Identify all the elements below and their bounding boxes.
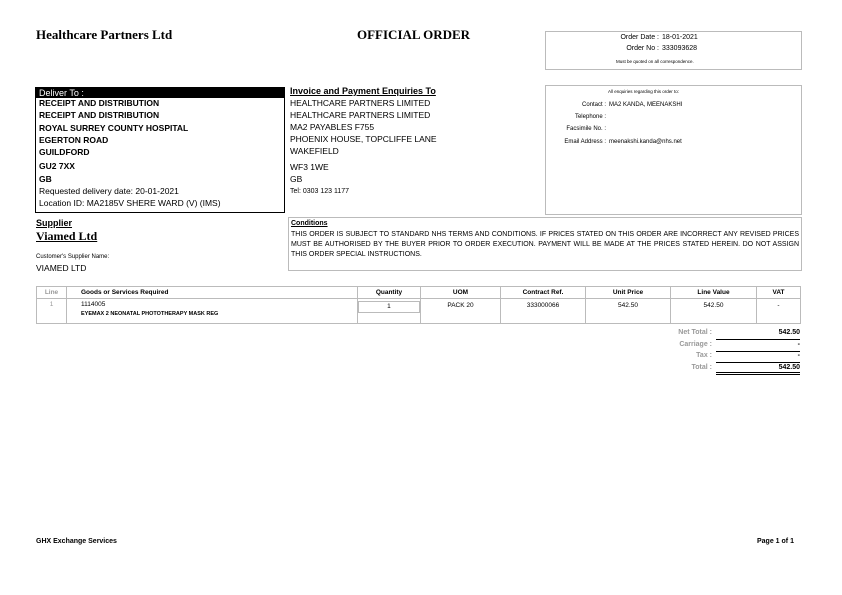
order-no-value: 333093628 [662, 45, 698, 52]
table-row [37, 299, 801, 324]
supplier-heading: Supplier [36, 218, 73, 228]
email-label: Email Address : [564, 139, 606, 145]
deliver-line: RECEIPT AND DISTRIBUTION [39, 110, 160, 120]
carriage-label: Carriage : [679, 341, 712, 348]
conditions-box [288, 217, 802, 271]
net-total-label: Net Total : [678, 329, 712, 336]
invoice-heading: Invoice and Payment Enquiries To [290, 86, 436, 96]
deliver-line: RECEIPT AND DISTRIBUTION [39, 98, 160, 108]
order-info-box [545, 31, 802, 70]
contact-label: Contact : [581, 102, 606, 108]
location-id: Location ID: MA2185V SHERE WARD (V) (IMS) [39, 198, 221, 208]
cell-unit-price: 542.50 [586, 299, 671, 324]
enquiry-note: All enquiries regarding this order to: [608, 89, 680, 94]
facsimile-label: Facsimile No. : [566, 126, 606, 132]
item-code: 1114005 [81, 301, 106, 308]
deliver-to-heading: Deliver To : [36, 88, 284, 98]
invoice-line: MA2 PAYABLES F755 [290, 122, 375, 132]
invoice-line: HEALTHCARE PARTNERS LIMITED [290, 98, 431, 108]
deliver-line: GU2 7XX [39, 161, 75, 171]
customer-supplier-label: Customer's Supplier Name: [36, 254, 110, 260]
contact-value: MA2 KANDA, MEENAKSHI [609, 102, 683, 108]
invoice-line: WAKEFIELD [290, 146, 339, 156]
customer-supplier-value: VIAMED LTD [36, 263, 87, 273]
column-header: Unit Price [586, 287, 671, 299]
table-header-row [37, 287, 801, 299]
column-header: Quantity [358, 287, 421, 299]
column-header: UOM [421, 287, 501, 299]
telephone-label: Telephone : [574, 114, 606, 120]
invoice-line: GB [290, 174, 303, 184]
cell-line: 1 [37, 299, 67, 324]
invoice-line: HEALTHCARE PARTNERS LIMITED [290, 110, 431, 120]
invoice-line: WF3 1WE [290, 162, 329, 172]
deliver-line: ROYAL SURREY COUNTY HOSPITAL [39, 123, 189, 133]
footer-service-name: GHX Exchange Services [36, 538, 117, 545]
total-value: 542.50 [778, 364, 800, 371]
total-divider [716, 362, 800, 363]
column-header: Line [37, 287, 67, 299]
cell-contract-ref: 333000066 [501, 299, 586, 324]
order-date-value: 18-01-2021 [662, 34, 698, 41]
document-title: OFFICIAL ORDER [357, 27, 471, 42]
requested-delivery-date: Requested delivery date: 20-01-2021 [39, 186, 179, 196]
email-value: meenakshi.kanda@nhs.net [609, 139, 682, 145]
cell-vat: - [757, 299, 801, 324]
net-total-value: 542.50 [778, 329, 800, 336]
deliver-line: GB [39, 174, 52, 184]
invoice-tel: Tel: 0303 123 1177 [290, 188, 350, 195]
conditions-text: THIS ORDER IS SUBJECT TO STANDARD NHS TERMS AND CONDITIONS. IF PRICES STATED ON THIS ORDER ARE INCORRECT ANY REVISED PRICES MUST BE AUTHORISED BY THE BUYER PRIOR TO ORDER EXECUTION. PAYMENT WILL BE MADE AT THE PRICES STATED HEREIN. DO NOT ASSIGN THIS ORDER SPECIAL INSTRUCTIONS. [291, 231, 799, 258]
order-note: Must be quoted on all correspondence. [616, 59, 694, 64]
deliver-line: EGERTON ROAD [39, 135, 109, 145]
conditions-heading: Conditions [291, 220, 328, 227]
invoice-enquiries-section [288, 85, 544, 213]
order-date-label: Order Date : [620, 34, 659, 41]
total-divider [716, 339, 800, 340]
cell-line-value: 542.50 [671, 299, 757, 324]
tax-value: - [797, 352, 800, 359]
invoice-line: PHOENIX HOUSE, TOPCLIFFE LANE [290, 134, 437, 144]
supplier-name: Viamed Ltd [36, 229, 98, 243]
total-divider [716, 374, 800, 375]
column-header: Contract Ref. [501, 287, 586, 299]
order-no-label: Order No : [626, 45, 659, 52]
column-header: Goods or Services Required [67, 287, 358, 299]
column-header: VAT [757, 287, 801, 299]
item-description: EYEMAX 2 NEONATAL PHOTOTHERAPY MASK REG [81, 311, 219, 317]
column-header: Line Value [671, 287, 757, 299]
order-items-table [36, 286, 801, 324]
carriage-value: - [797, 341, 800, 348]
page-number: Page 1 of 1 [757, 538, 794, 545]
deliver-to-box [35, 87, 285, 213]
total-divider [716, 372, 800, 373]
enquiry-contact-box [545, 85, 802, 215]
tax-label: Tax : [696, 352, 712, 359]
total-label: Total : [691, 364, 712, 371]
company-name: Healthcare Partners Ltd [36, 27, 173, 42]
cell-uom: PACK 20 [421, 299, 501, 324]
deliver-line: GUILDFORD [39, 147, 90, 157]
cell-quantity: 1 [358, 301, 420, 313]
